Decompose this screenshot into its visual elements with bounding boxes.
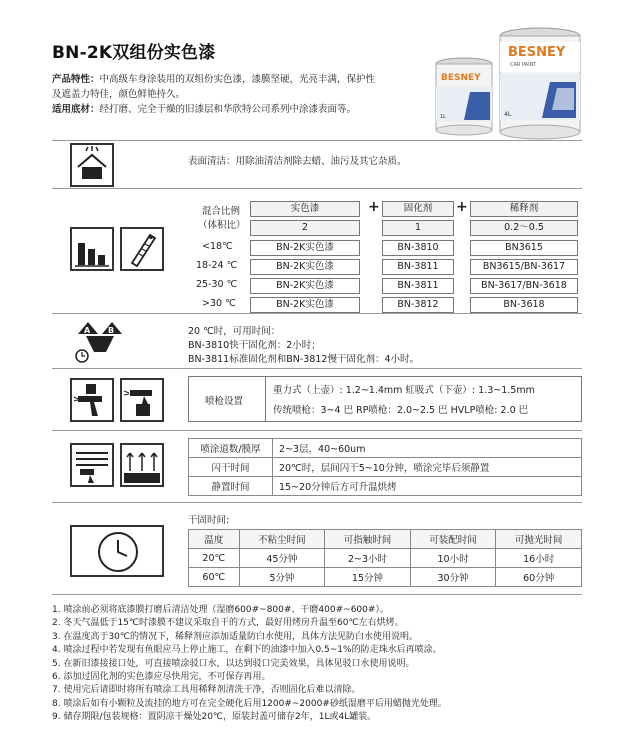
- table-cell: 喷涂道数/膜厚: [189, 439, 273, 458]
- note-item: 8. 喷涂后如有小颗粒及流挂的地方可在完全硬化后用1200#~2000#砂纸湿磨平后用蜡抛光处理。: [52, 698, 447, 709]
- header-thinner: 稀释剂: [470, 201, 578, 217]
- note-item: 7. 使用完后请即时将所有喷涂工具用稀释剂清洗干净，否则固化后难以清除。: [52, 685, 361, 696]
- page-title: BN-2K双组份实色漆: [52, 43, 216, 63]
- application-table: [188, 438, 582, 496]
- drying-icon-box: [70, 525, 164, 577]
- spray-gun-icon: [70, 378, 114, 422]
- mix-cell: BN-2K实色漆: [250, 278, 360, 294]
- table-row: [189, 568, 582, 587]
- table-cell: 静置时间: [189, 477, 273, 496]
- note-item: 1. 喷涂前必须将底漆膜打磨后清洁处理（湿磨600#~800#、干磨400#~600#）。: [52, 605, 389, 615]
- substrate-label: 适用底材：: [52, 104, 100, 115]
- plus-sign: +: [368, 199, 380, 215]
- usage-notes: [52, 604, 592, 725]
- svg-text:CAR PAINT: CAR PAINT: [510, 62, 537, 68]
- can-brand-small: BESNEY: [441, 73, 481, 83]
- mix-cell: BN-3811: [382, 278, 454, 294]
- svg-text:4L: 4L: [504, 111, 512, 118]
- table-row: [189, 439, 582, 458]
- table-cell: 45分钟: [239, 549, 325, 568]
- temp-label: 18-24 ℃: [196, 260, 238, 271]
- ratio-hardener: 1: [382, 220, 454, 236]
- ratio-paint: 2: [250, 220, 360, 236]
- siphon-gun-icon: [120, 378, 164, 422]
- mix-cell: BN-3811: [382, 259, 454, 275]
- substrate-text: 经打磨、完全干燥的旧漆层和华欣特公司系列中涂漆表面等。: [99, 104, 357, 115]
- spray-layers-icon: [70, 443, 114, 487]
- temp-label: >30 ℃: [202, 298, 236, 309]
- temp-label: <18℃: [202, 241, 233, 252]
- svg-text:A: A: [84, 326, 91, 335]
- table-cell: 60分钟: [496, 568, 582, 587]
- spray-label: 喷枪设置: [205, 396, 244, 407]
- mix-cell: BN-2K实色漆: [250, 259, 360, 275]
- table-header-cell: 不粘尘时间: [239, 530, 325, 549]
- note-item: 6. 添加过固化剂的实色漆应尽快用完，不可保存再用。: [52, 672, 271, 683]
- note-item: 2. 冬天气温低于15℃时漆膜不建议采取自干的方式，最好用烤房升温至60℃左右烘烤。: [52, 618, 404, 629]
- product-intro: [52, 72, 422, 117]
- features-text: 中高级车身涂装用的双组份实色漆，漆膜坚硬，光亮丰满，保护性: [99, 74, 376, 85]
- note-item: 5. 在新旧漆接接口处，可直接喷涂驳口水，以达到驳口完美效果，具体见驳口水使用说明。: [52, 658, 415, 669]
- section-spray-gun: [52, 368, 582, 430]
- table-header-cell: 可指触时间: [325, 530, 411, 549]
- table-cell: 10小时: [410, 549, 496, 568]
- note-item: 4. 喷涂过程中若发现有鱼眼应马上停止施工，在剩下的油漆中加入0.5~1%的防走珠水后再喷涂。: [52, 645, 442, 656]
- pot-life-line: BN-3810快干固化剂：2小时；: [188, 340, 321, 351]
- spray-settings-box: [188, 376, 582, 422]
- divider: [265, 377, 266, 421]
- temp-label: 25-30 ℃: [196, 279, 238, 290]
- note-item: 9. 储存期限/包装规格：置阴凉干燥处20℃，原装封盖可储存2年，1L或4L罐装。: [52, 712, 377, 723]
- section-pot-life: [52, 313, 582, 368]
- mix-cell: BN3615: [470, 240, 578, 256]
- measuring-stick-icon: [120, 227, 164, 271]
- pot-life-line: 20 ℃时，可用时间：: [188, 326, 281, 337]
- table-cell: 2~3小时: [325, 549, 411, 568]
- table-cell: 60℃: [189, 568, 240, 587]
- table-cell: 5分钟: [239, 568, 325, 587]
- svg-text:B: B: [108, 326, 115, 335]
- svg-text:1L: 1L: [440, 114, 446, 120]
- clock-icon: [96, 530, 140, 574]
- table-header-row: [189, 530, 582, 549]
- ratio-label: 混合比例: [202, 206, 241, 217]
- table-cell: 16小时: [496, 549, 582, 568]
- plus-sign: +: [456, 199, 468, 215]
- flash-off-icon: [120, 443, 164, 487]
- mix-cell: BN-3810: [382, 240, 454, 256]
- table-cell: 30分钟: [410, 568, 496, 587]
- divider: [52, 594, 582, 595]
- table-row: [189, 477, 582, 496]
- table-cell: 20℃: [189, 549, 240, 568]
- mix-cell: BN-2K实色漆: [250, 240, 360, 256]
- mix-cell: BN-3812: [382, 297, 454, 313]
- mix-cell: BN3615/BN-3617: [470, 259, 578, 275]
- header-paint: 实色漆: [250, 201, 360, 217]
- clean-surface-icon: [70, 143, 114, 187]
- pot-life-line: BN-3811标准固化剂和BN-3812慢干固化剂：4小时。: [188, 354, 420, 365]
- product-cans-image: [432, 22, 582, 142]
- spray-nozzle-line: 重力式（上壶）: 1.2~1.4mm 虹吸式（下壶）: 1.3~1.5mm: [273, 385, 535, 396]
- features-label: 产品特性：: [52, 74, 100, 85]
- mix-cell: BN-3618: [470, 297, 578, 313]
- ratio-thinner: 0.2～0.5: [470, 220, 578, 236]
- mix-cell: BN-3617/BN-3618: [470, 278, 578, 294]
- ratio-label-sub: （体积比）: [198, 220, 246, 231]
- mix-cell: BN-2K实色漆: [250, 297, 360, 313]
- drying-title: 干固时间:: [188, 515, 230, 526]
- surface-clean-text: 表面清洁：用除油清洁剂除去蜡、油污及其它杂质。: [188, 156, 407, 167]
- table-header-cell: 可抛光时间: [496, 530, 582, 549]
- note-item: 3. 在温度高于30℃的情况下，稀释剂应添加适量防白水使用，具体方法见防白水使用说明。: [52, 631, 419, 642]
- table-cell: 2~3层，40~60um: [273, 439, 582, 458]
- features-text-cont: 及遮盖力特佳，颜色鲜艳持久。: [52, 89, 186, 100]
- section-drying: [52, 502, 582, 594]
- table-cell: 15分钟: [325, 568, 411, 587]
- header-hardener: 固化剂: [382, 201, 454, 217]
- section-application: [52, 430, 582, 502]
- table-cell: 20℃时，层间闪干5~10分钟，喷涂完毕后须静置: [273, 458, 582, 477]
- can-brand-large: BESNEY: [508, 45, 566, 60]
- pot-life-icon: [74, 318, 126, 364]
- drying-table: [188, 529, 582, 587]
- spray-pressure-line: 传统喷枪：3~4 巴 RP喷枪：2.0~2.5 巴 HVLP喷枪: 2.0 巴: [273, 405, 529, 416]
- table-row: [189, 549, 582, 568]
- table-cell: 15~20分钟后方可升温烘烤: [273, 477, 582, 496]
- table-header-cell: 温度: [189, 530, 240, 549]
- section-surface-prep: [52, 140, 582, 188]
- mixing-ratio-icon: [70, 227, 114, 271]
- section-mixing: [52, 188, 582, 313]
- table-header-cell: 可装配时间: [410, 530, 496, 549]
- table-cell: 闪干时间: [189, 458, 273, 477]
- table-row: [189, 458, 582, 477]
